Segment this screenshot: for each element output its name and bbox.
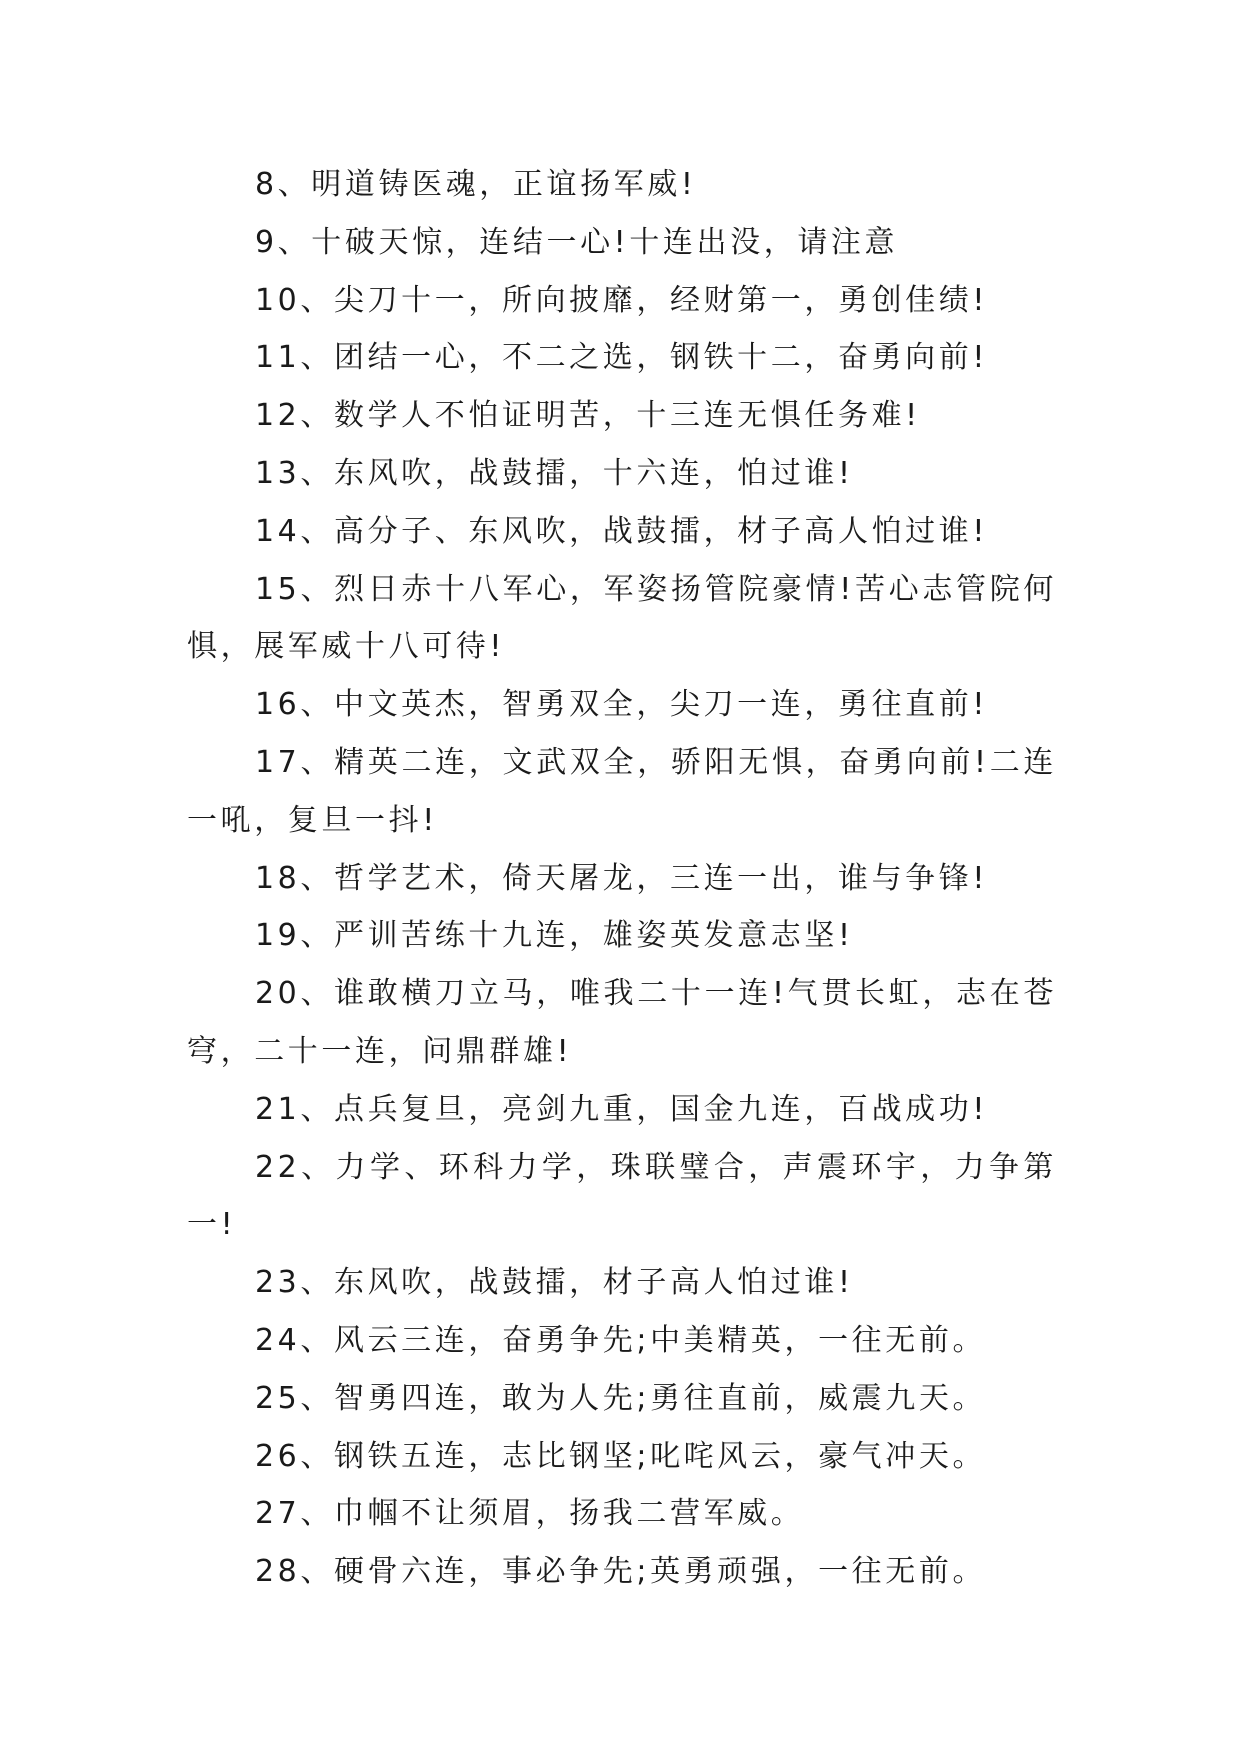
list-item: 23、东风吹，战鼓擂，材子高人怕过谁! <box>255 1265 854 1301</box>
slogan-list <box>187 156 1057 1601</box>
list-item: 17、精英二连，文武双全，骄阳无惧，奋勇向前!二连一吼，复旦一抖! <box>187 744 1057 838</box>
list-item: 18、哲学艺术，倚天屠龙，三连一出，谁与争锋! <box>255 860 988 896</box>
list-item: 14、高分子、东风吹，战鼓擂，材子高人怕过谁! <box>255 513 988 549</box>
list-item: 8、明道铸医魂，正谊扬军威! <box>255 167 697 202</box>
list-item: 22、力学、环科力学，珠联璧合，声震环宇，力争第一! <box>187 1149 1057 1243</box>
list-item: 25、智勇四连，敢为人先;勇往直前，威震九天。 <box>255 1380 987 1416</box>
list-item: 11、团结一心，不二之选，钢铁十二，奋勇向前! <box>255 340 988 376</box>
list-item: 24、风云三连，奋勇争先;中美精英，一往无前。 <box>255 1322 987 1358</box>
list-item: 27、巾帼不让须眉，扬我二营军威。 <box>255 1496 805 1532</box>
list-item: 15、烈日赤十八军心，军姿扬管院豪情!苦心志管院何惧，展军威十八可待! <box>187 571 1057 665</box>
list-item: 21、点兵复旦，亮剑九重，国金九连，百战成功! <box>255 1091 988 1127</box>
list-item: 19、严训苦练十九连，雄姿英发意志坚! <box>255 918 854 954</box>
list-item: 20、谁敢横刀立马，唯我二十一连!气贯长虹，志在苍穹，二十一连，问鼎群雄! <box>187 976 1057 1069</box>
list-item: 16、中文英杰，智勇双全，尖刀一连，勇往直前! <box>255 687 988 723</box>
list-item: 26、钢铁五连，志比钢坚;叱咤风云，豪气冲天。 <box>255 1438 987 1474</box>
list-item: 28、硬骨六连，事必争先;英勇顽强，一往无前。 <box>255 1554 987 1590</box>
list-item: 13、东风吹，战鼓擂，十六连，怕过谁! <box>255 455 854 491</box>
list-item: 12、数学人不怕证明苦，十三连无惧任务难! <box>255 398 921 434</box>
list-item: 9、十破天惊，连结一心!十连出没，请注意 <box>255 224 899 260</box>
list-item: 10、尖刀十一，所向披靡，经财第一，勇创佳绩! <box>255 282 988 318</box>
